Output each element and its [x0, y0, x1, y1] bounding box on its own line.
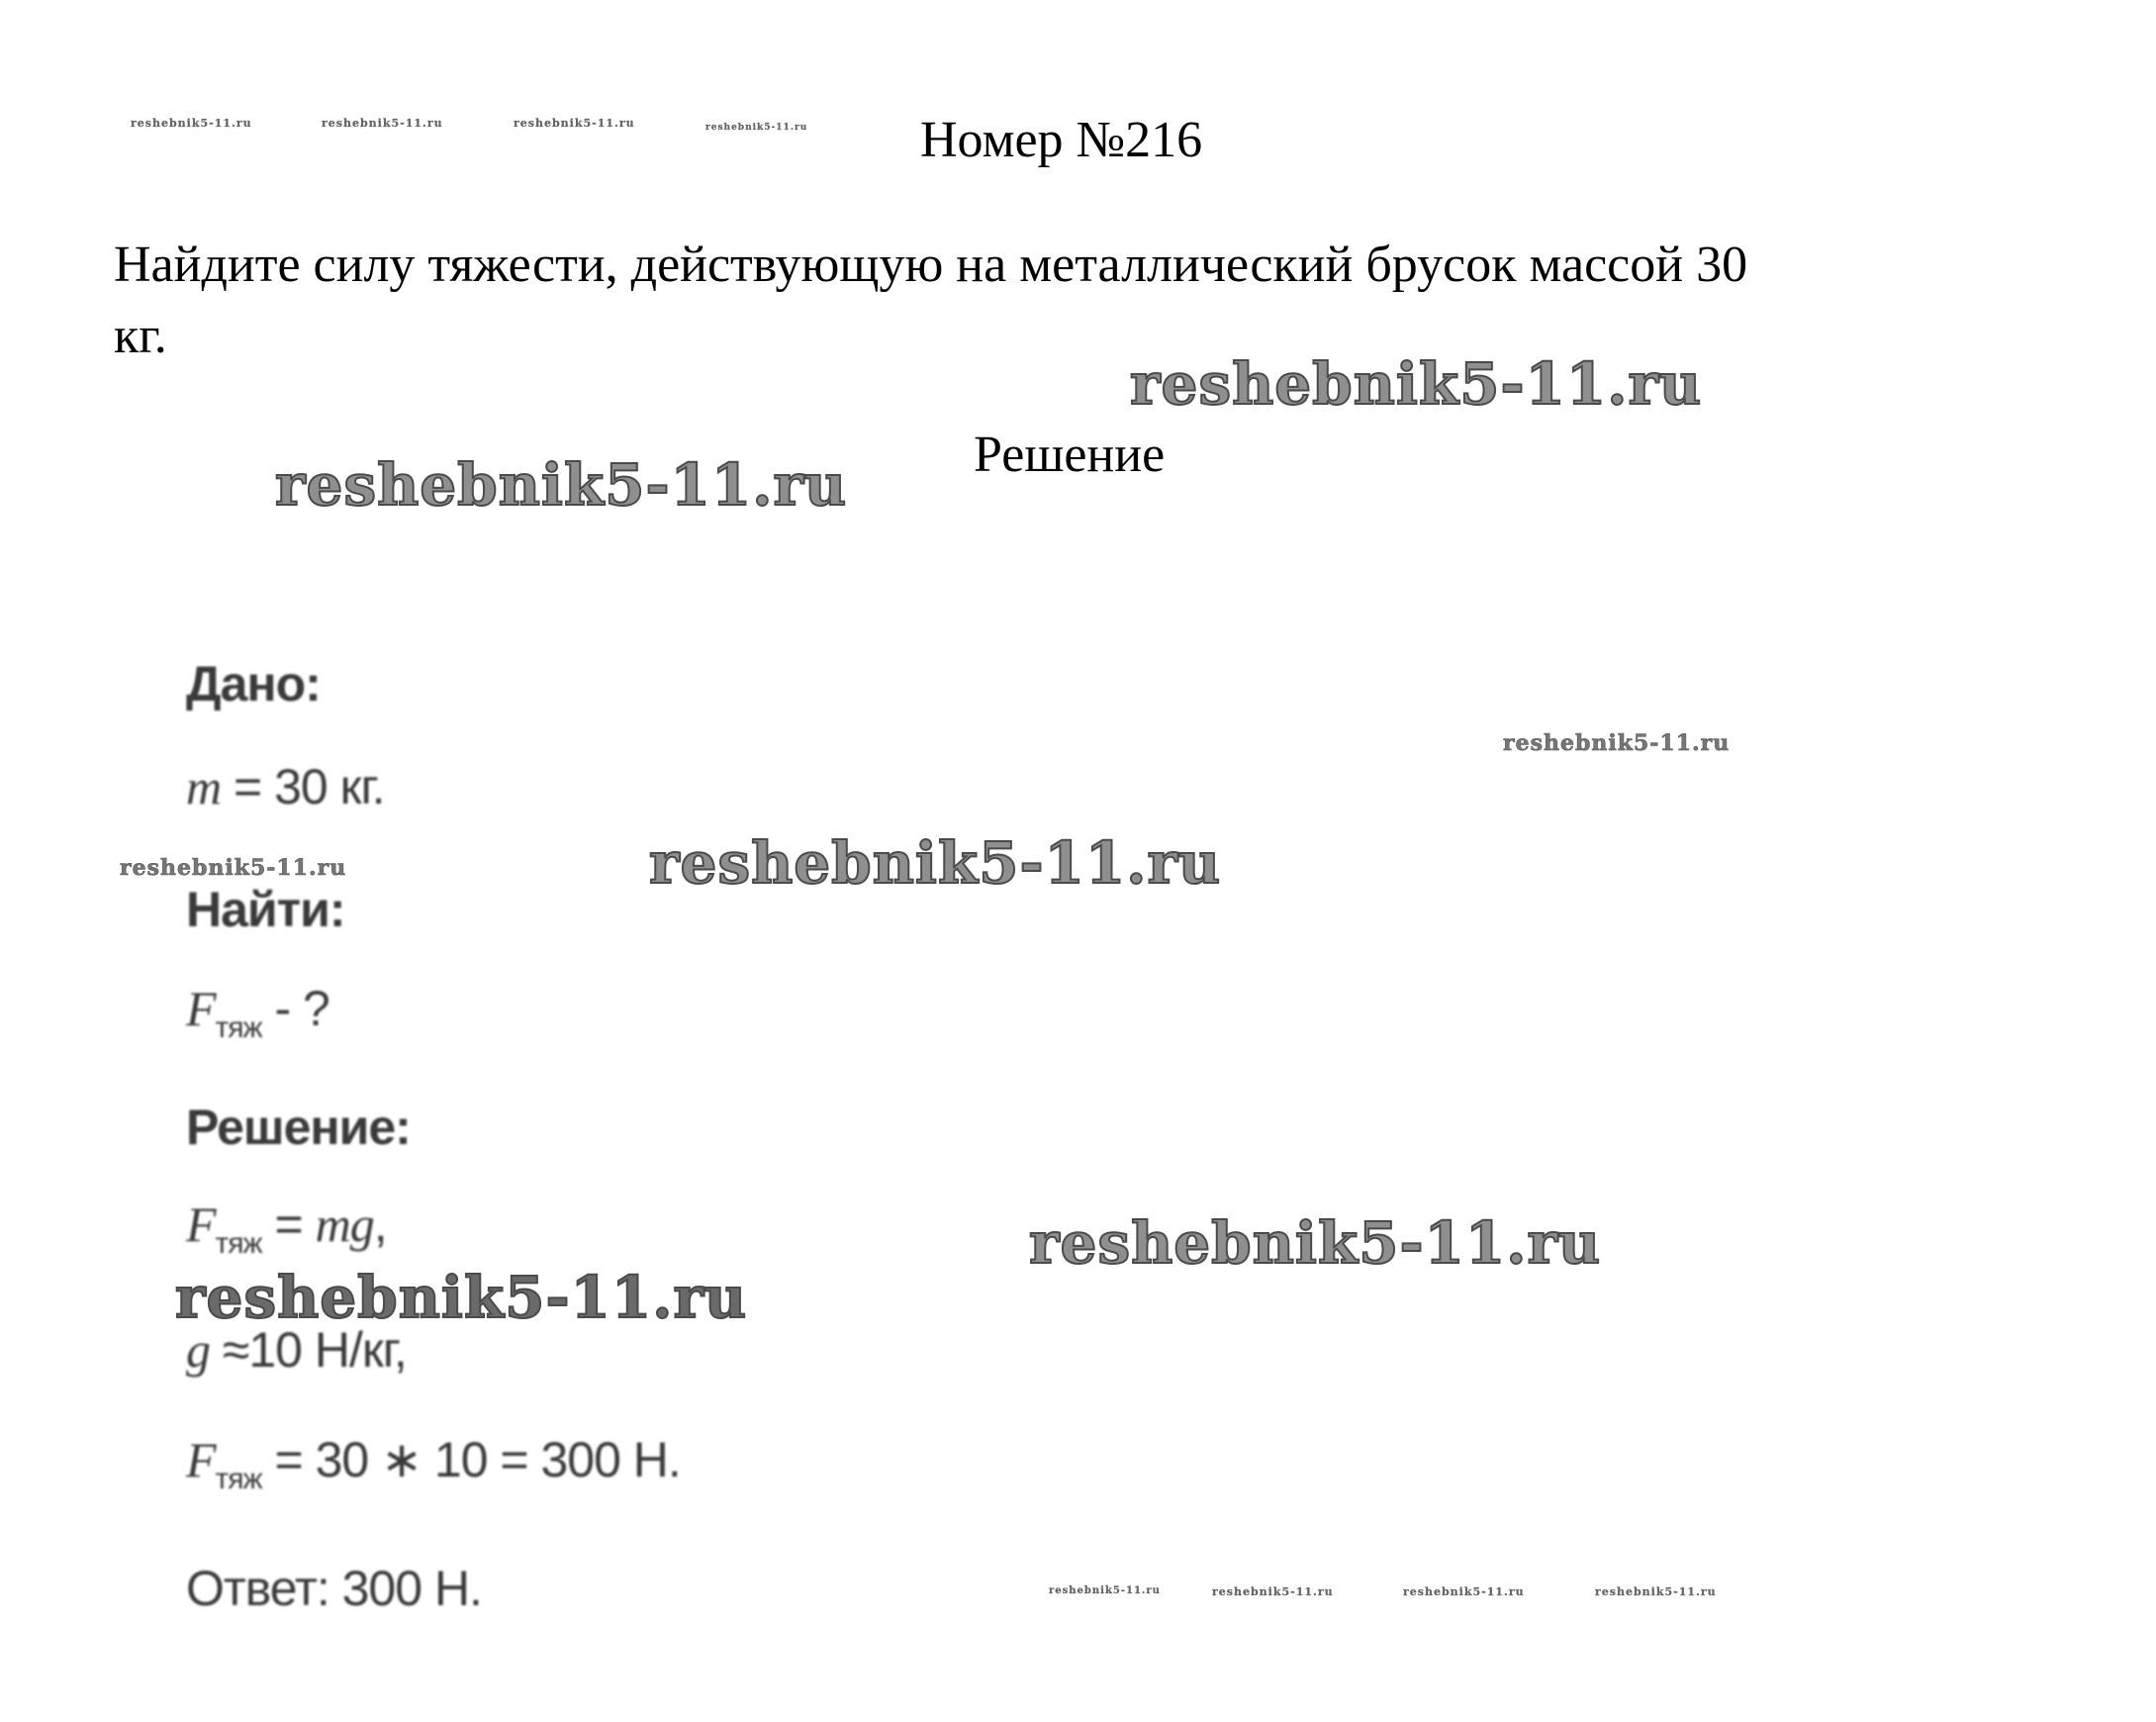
- formula-gravity: [186, 1196, 387, 1261]
- mass-value: = 30 кг.: [221, 759, 385, 814]
- watermark: reshebnik5-11.ru: [705, 123, 808, 133]
- task-text: Найдите силу тяжести, действующую на металлический брусок массой 30 кг.: [114, 237, 1748, 364]
- watermark: reshebnik5-11.ru: [1029, 1209, 1602, 1277]
- force-variable: F: [186, 981, 216, 1036]
- find-label: Найти:: [186, 882, 345, 937]
- watermark: reshebnik5-11.ru: [1403, 1585, 1525, 1598]
- watermark: reshebnik5-11.ru: [322, 117, 443, 130]
- watermark: reshebnik5-11.ru: [1595, 1585, 1717, 1598]
- page-title: Номер №216: [920, 112, 1203, 168]
- solution-heading: Решение: [974, 427, 1166, 483]
- find-value: [186, 980, 329, 1045]
- watermark: reshebnik5-11.ru: [1503, 730, 1731, 756]
- find-question: - ?: [261, 981, 329, 1036]
- watermark: reshebnik5-11.ru: [1212, 1585, 1334, 1598]
- g-variable: g: [186, 1322, 210, 1378]
- calc-force-variable: F: [186, 1432, 216, 1487]
- calc-force-subscript: тяж: [215, 1463, 262, 1495]
- watermark: reshebnik5-11.ru: [275, 451, 848, 519]
- watermark: reshebnik5-11.ru: [1049, 1585, 1161, 1596]
- formula-force-variable: F: [186, 1196, 216, 1252]
- watermark: reshebnik5-11.ru: [175, 1264, 748, 1331]
- watermark: reshebnik5-11.ru: [649, 829, 1222, 897]
- formula-calculation: [186, 1431, 681, 1496]
- formula-force-subscript: тяж: [215, 1227, 262, 1260]
- formula-end: ,: [373, 1196, 387, 1252]
- formula-rhs: mg: [315, 1196, 374, 1252]
- watermark: reshebnik5-11.ru: [1130, 350, 1703, 418]
- formula-equals: =: [261, 1196, 316, 1252]
- watermark: reshebnik5-11.ru: [131, 117, 252, 130]
- mass-variable: m: [186, 759, 222, 814]
- given-value: [186, 758, 385, 815]
- solution-label: Решение:: [186, 1100, 411, 1155]
- g-value: ≈10 Н/кг,: [210, 1322, 407, 1378]
- answer: Ответ: 300 Н.: [186, 1561, 482, 1616]
- force-subscript: тяж: [215, 1011, 262, 1044]
- watermark: reshebnik5-11.ru: [514, 117, 635, 130]
- calc-result: = 30 ∗ 10 = 300 Н.: [261, 1432, 681, 1487]
- given-label: Дано:: [186, 656, 321, 712]
- watermark: reshebnik5-11.ru: [120, 855, 347, 881]
